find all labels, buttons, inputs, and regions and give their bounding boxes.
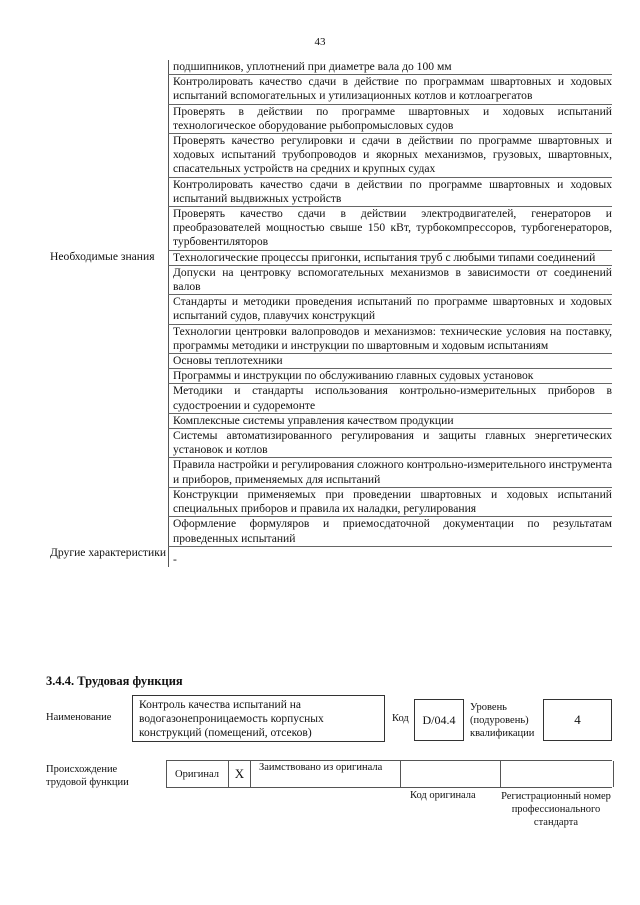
knowledge-item: Оформление формуляров и приемосдаточной документации по результатам проведенных испытаний: [169, 517, 613, 546]
original-code-label: Код оригинала: [410, 790, 476, 801]
knowledge-item: Технологические процессы пригонки, испытания труб с любыми типами соединений: [169, 250, 613, 265]
empty-label-cell: [46, 75, 169, 104]
name-label: Наименование: [46, 712, 112, 723]
empty-label-cell: [46, 134, 169, 178]
knowledge-item: Основы теплотехники: [169, 354, 613, 369]
action-item: Контролировать качество сдачи в действие по программам швартовных и ходовых испытаний вспомогательных и утилизационных котлов и котлоагрегатов: [169, 75, 613, 104]
empty-label-cell: [46, 60, 169, 75]
knowledge-item: Технологии центровки валопроводов и механизмов: технические условия на поставку, программы методики и инструкции по швартовным и ходовым испытаниям: [169, 324, 613, 353]
knowledge-item: Конструкции применяемых при проведении швартовных и ходовых испытаний специальных приборов и правила их наладки, регулирования: [169, 487, 613, 516]
origin-table: [166, 760, 612, 788]
knowledge-item: Допуски на центровку вспомогательных механизмов в зависимости от соединений валов: [169, 265, 613, 294]
skills-knowledge-table: [46, 60, 612, 567]
knowledge-item: Правила настройки и регулирования сложного контрольно-измерительного инструмента и приборов, применяемых для испытаний: [169, 458, 613, 487]
knowledge-item: Системы автоматизированного регулирования и защиты главных энергетических установок и котлов: [169, 429, 613, 458]
knowledge-item: Методики и стандарты использования контрольно-измерительных приборов в судостроении и судоремонте: [169, 384, 613, 413]
borrowed-cell: Заимствовано из оригинала: [250, 761, 400, 787]
section-heading: 3.4.4. Трудовая функция: [46, 674, 183, 688]
function-name-box: Контроль качества испытаний на водогазонепроницаемость корпусных конструкций (помещений, отсеков): [132, 695, 385, 742]
origin-label: Происхождение трудовой функции: [46, 764, 129, 788]
level-value-box: 4: [543, 699, 612, 741]
code-value-box: D/04.4: [414, 699, 464, 741]
empty-label-cell: [46, 177, 169, 206]
knowledge-item: Стандарты и методики проведения испытаний по программе швартовных и ходовых испытаний судов, плавучих конструкций: [169, 295, 613, 324]
original-mark: X: [228, 761, 250, 787]
knowledge-item: Программы и инструкции по обслуживанию главных судовых установок: [169, 369, 613, 384]
other-characteristics-value: -: [169, 546, 613, 567]
level-label: Уровень (подуровень) квалификации: [470, 702, 535, 739]
page-number: 43: [314, 36, 326, 48]
original-cell: Оригинал: [166, 761, 228, 787]
original-code-cell: [400, 761, 501, 787]
action-item: Проверять качество сдачи в действии электродвигателей, генераторов и преобразователей мощностью свыше 150 кВт, турбокомпрессоров, турбогенераторов, турбовентиляторов: [169, 207, 613, 251]
empty-label-cell: [46, 207, 169, 251]
reg-number-label: Регистрационный номер профессионального стандарта: [501, 791, 611, 828]
code-label: Код: [392, 713, 409, 724]
action-item: подшипников, уплотнений при диаметре вала до 100 мм: [169, 60, 613, 75]
knowledge-label: Необходимые знания: [46, 250, 169, 546]
action-item: Проверять в действии по программе швартовных и ходовых испытаний технологическое оборудование рыбопромысловых судов: [169, 104, 613, 133]
action-item: Проверять качество регулировки и сдачи в действии по программе швартовных и ходовых испытаний трубопроводов и якорных механизмов, грузовых, швартовных, спасательных устройств на средних и крупных судах: [169, 134, 613, 178]
reg-number-cell: [500, 761, 614, 787]
empty-label-cell: [46, 104, 169, 133]
other-characteristics-label: Другие характеристики: [46, 546, 169, 567]
action-item: Контролировать качество сдачи в действии по программе швартовных и ходовых испытаний выдвижных устройств: [169, 177, 613, 206]
knowledge-item: Комплексные системы управления качеством продукции: [169, 413, 613, 428]
